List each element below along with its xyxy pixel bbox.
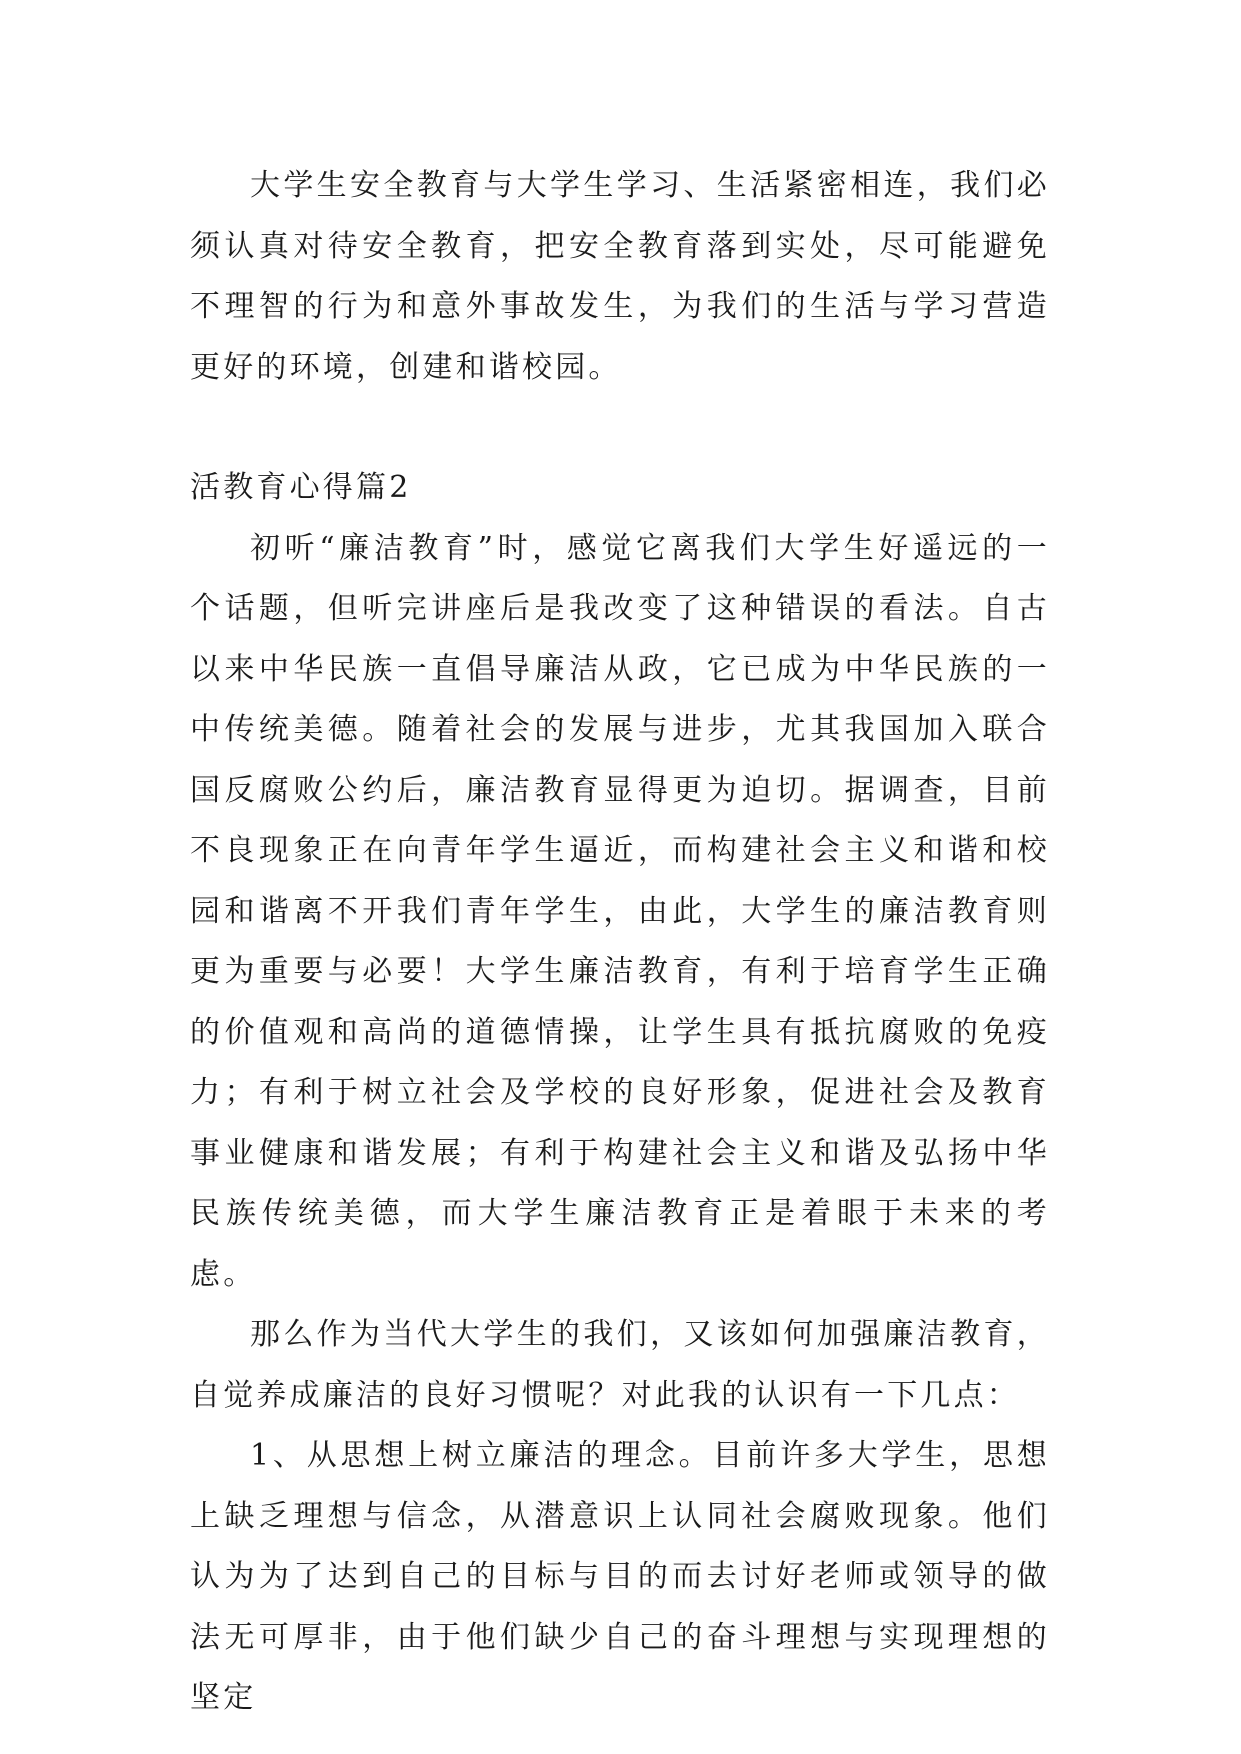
section-heading-2: 活教育心得篇2 [190,470,412,505]
paragraph-spacer [190,398,1050,458]
paragraph-safety-education: 大学生安全教育与大学生学习、生活紧密相连，我们必须认真对待安全教育，把安全教育落到实处，尽可能避免不理智的行为和意外事故发生，为我们的生活与学习营造更好的环境，创建和谐校园。 [190,168,1050,385]
paragraph-how-to-strengthen: 那么作为当代大学生的我们，又该如何加强廉洁教育，自觉养成廉洁的良好习惯呢？对此我的认识有一下几点： [190,1317,1050,1413]
document-body [190,156,1050,1729]
paragraph-point-1: 1、从思想上树立廉洁的理念。目前许多大学生，思想上缺乏理想与信念，从潜意识上认同社会腐败现象。他们认为为了达到自己的目标与目的而去讨好老师或领导的做法无可厚非，由于他们缺少自己的奋斗理想与实现理想的坚定 [190,1438,1050,1715]
paragraph-integrity-education: 初听“廉洁教育”时，感觉它离我们大学生好遥远的一个话题，但听完讲座后是我改变了这种错误的看法。自古以来中华民族一直倡导廉洁从政，它已成为中华民族的一中传统美德。随着社会的发展与进步，尤其我国加入联合国反腐败公约后，廉洁教育显得更为迫切。据调查，目前不良现象正在向青年学生逼近，而构建社会主义和谐和校园和谐离不开我们青年学生，由此，大学生的廉洁教育则更为重要与必要！大学生廉洁教育，有利于培育学生正确的价值观和高尚的道德情操，让学生具有抵抗腐败的免疫力；有利于树立社会及学校的良好形象，促进社会及教育事业健康和谐发展；有利于构建社会主义和谐及弘扬中华民族传统美德，而大学生廉洁教育正是着眼于未来的考虑。 [190,530,1050,1292]
